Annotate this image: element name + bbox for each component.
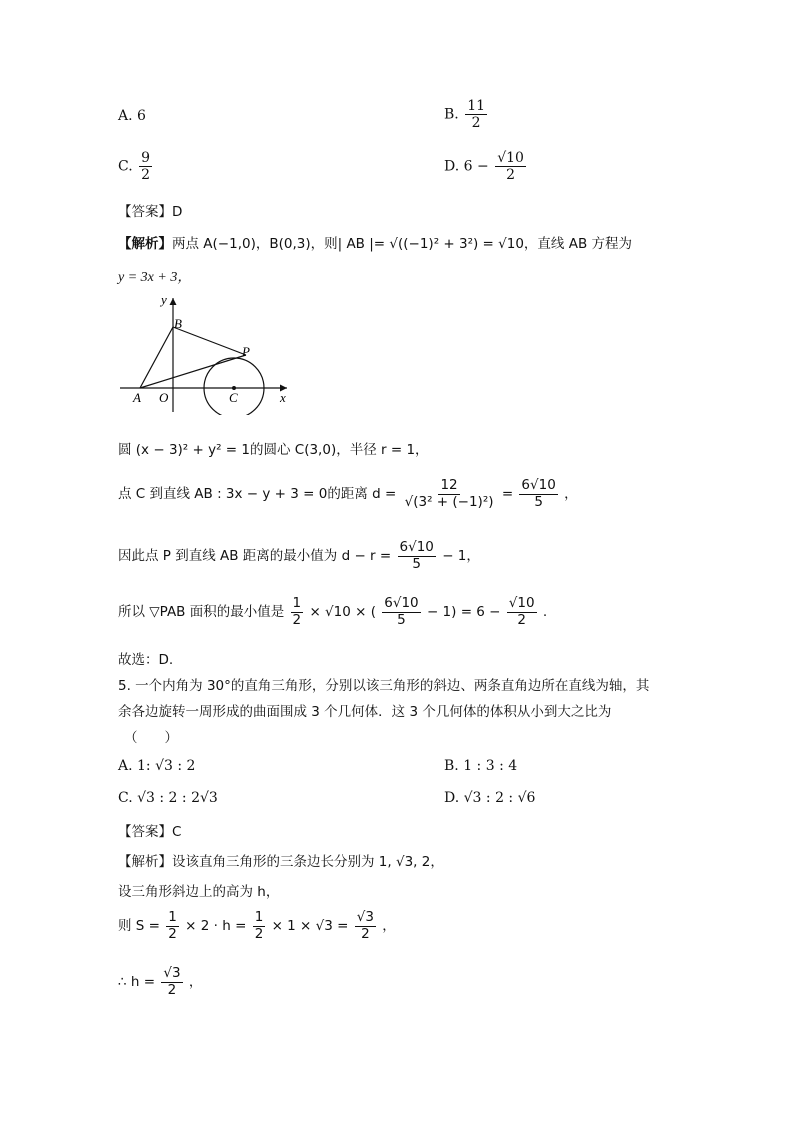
area-result-fraction: $\frac{√10}{2}$ [508, 595, 535, 628]
q5-option-d: D. √3 : 2 : √6 [444, 790, 536, 806]
q4-distance-line: 点 C 到直线 AB : 3x − y + 3 = 0的距离 d = $\frac{12}{\text{√(3² + (−1)²)}}$ = $\frac{6√10}{5}$ ， [118, 477, 578, 510]
q5-area-line: 则 S = $\frac{1}{2}$ × 2 · h = $\frac{1}{2}$ × 1 × √3 = $\frac{√3}{2}$ ， [118, 909, 396, 942]
distance-fraction: $\frac{12}{\text{√(3² + (−1)²)}}$ [404, 477, 494, 510]
option-d-label: D. [444, 158, 460, 175]
q4-answer: 【答案】D [118, 204, 183, 220]
option-d-fraction: $\frac{√10}{2}$ [497, 150, 524, 184]
q4-circle-line: 圆 (x − 3)² + y² = 1的圆心 C(3,0)，半径 r = 1， [118, 442, 429, 458]
option-d: D. 6 − $\frac{√10}{2}$ [444, 150, 524, 184]
q5-stem-line3: （ ） [124, 730, 178, 746]
q5-option-b: B. 1 : 3 : 4 [444, 758, 518, 774]
option-c [118, 150, 154, 183]
option-b-fraction: $\frac{11}{2}$ [467, 98, 486, 132]
h-fraction: $\frac{√3}{2}$ [163, 965, 181, 998]
label-o: O [159, 390, 169, 405]
option-b [444, 98, 489, 131]
option-c-label: C. [118, 158, 133, 175]
label-y: y [161, 292, 167, 307]
label-p: P [242, 344, 250, 359]
option-c-fraction: $\frac{9}{2}$ [141, 150, 151, 184]
min-fraction: $\frac{6√10}{5}$ [399, 539, 434, 572]
area-half-fraction: $\frac{1}{2}$ [292, 595, 302, 628]
q5-answer: 【答案】C [118, 824, 182, 840]
q5-option-c: C. √3 : 2 : 2√3 [118, 790, 218, 806]
q5-analysis: 【解析】设该直角三角形的三条边长分别为 1, √3, 2， [118, 854, 444, 870]
label-c: C [229, 390, 238, 405]
s-fraction-2: $\frac{1}{2}$ [254, 909, 264, 942]
q4-min-line: 因此点 P 到直线 AB 距离的最小值为 d − r = $\frac{6√10}{5}$ − 1， [118, 539, 480, 572]
label-b: B [174, 316, 182, 331]
q5-stem-line1: 5. 一个内角为 30°的直角三角形，分别以该三角形的斜边、两条直角边所在直线为轴，其 [118, 678, 650, 694]
option-a: A. 6 [118, 108, 146, 124]
q4-area-line: 所以 ▽PAB 面积的最小值是 $\frac{1}{2}$ × √10 × ( $\frac{6√10}{5}$ − 1) = 6 − $\frac{√10}{2}$ . [118, 595, 548, 628]
label-a: A [133, 390, 141, 405]
geometry-figure [115, 290, 300, 415]
option-b-label: B. [444, 106, 459, 123]
q4-choose: 故选：D. [118, 652, 174, 668]
distance-result-fraction: $\frac{6√10}{5}$ [521, 477, 556, 510]
q4-analysis-line1: 【解析】两点 A(−1,0)，B(0,3)，则| AB |= √((−1)² + 3²) = √10，直线 AB 方程为 [118, 236, 633, 252]
q5-h-line: ∴ h = $\frac{√3}{2}$ ， [118, 965, 203, 998]
q5-option-a: A. 1: √3 : 2 [118, 758, 196, 774]
s-fraction-3: $\frac{√3}{2}$ [356, 909, 374, 942]
q5-height-line: 设三角形斜边上的高为 h， [118, 884, 280, 900]
s-fraction-1: $\frac{1}{2}$ [168, 909, 177, 942]
area-inner-fraction: $\frac{6√10}{5}$ [384, 595, 419, 628]
q5-stem-line2: 余各边旋转一周形成的曲面围成 3 个几何体．这 3 个几何体的体积从小到大之比为 [118, 704, 612, 720]
q4-analysis-line2: y = 3x + 3， [118, 270, 192, 285]
segment-ap [140, 355, 246, 388]
label-x: x [280, 390, 286, 405]
segment-bp [173, 327, 246, 355]
